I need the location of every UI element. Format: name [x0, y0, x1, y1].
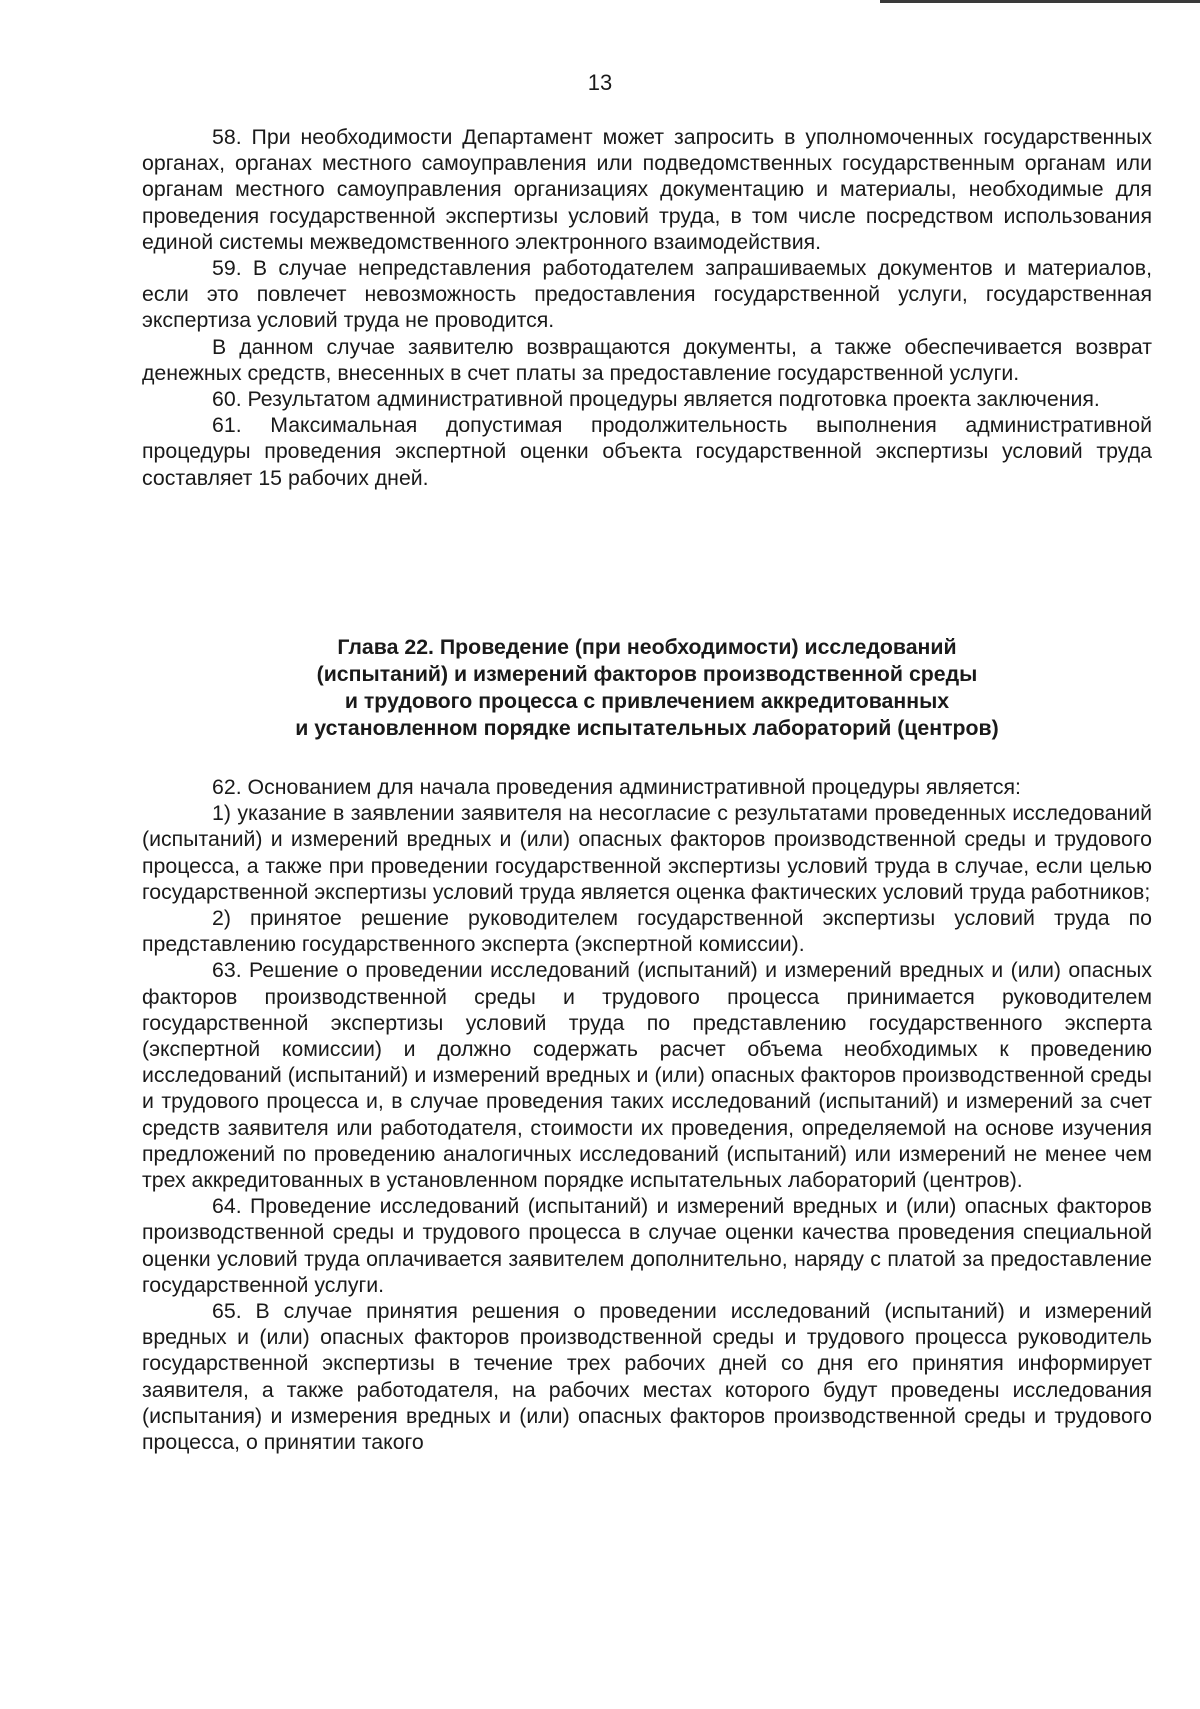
paragraph-62-item-1: 1) указание в заявлении заявителя на несогласие с результатами проведенных исследований (испытаний) и измерений вредных и (или) опасных факторов производственной среды и трудового процесса, а также при проведении государственной экспертизы условий труда в случае, если целью государственной экспертизы условий труда является оценка фактических условий труда работников; [142, 801, 1152, 904]
paragraph-62: 62. Основанием для начала проведения административной процедуры является: [212, 775, 1021, 799]
paragraph-62-item-2: 2) принятое решение руководителем государственной экспертизы условий труда по представлению государственного эксперта (экспертной комиссии). [142, 906, 1152, 957]
text-block-top [142, 124, 1152, 491]
text-block-bottom [142, 774, 1152, 1455]
chapter-heading-line: (испытаний) и измерений факторов производственной среды [316, 662, 978, 686]
paragraph-64: 64. Проведение исследований (испытаний) и измерений вредных и (или) опасных факторов производственной среды и трудового процесса в случае оценки качества проведения специальной оценки условий труда оплачивается заявителем дополнительно, наряду с платой за предоставление государственной услуги. [142, 1194, 1152, 1297]
page-number: 13 [587, 70, 613, 95]
chapter-heading-line: Глава 22. Проведение (при необходимости) исследований [337, 635, 957, 659]
paragraph-60: 60. Результатом административной процедуры является подготовка проекта заключения. [212, 387, 1100, 412]
paragraph-65: 65. В случае принятия решения о проведении исследований (испытаний) и измерений вредных и (или) опасных факторов производственной среды и трудового процесса руководитель государственной экспертизы в течение трех рабочих дней со дня его принятия информирует заявителя, а также работодателя, на рабочих местах которого будут проведены исследования (испытания) и измерения вредных и (или) опасных факторов производственной среды и трудового процесса, о принятии такого [142, 1299, 1152, 1455]
paragraph-59-continuation: В данном случае заявителю возвращаются документы, а также обеспечивается возврат денежных средств, внесенных в счет платы за предоставление государственной услуги. [142, 334, 1152, 385]
chapter-heading [142, 634, 1152, 742]
paragraph-61: 61. Максимальная допустимая продолжительность выполнения административной процедуры проведения экспертной оценки объекта государственной экспертизы условий труда составляет 15 рабочих дней. [142, 413, 1152, 490]
scan-edge-line [880, 0, 1200, 3]
paragraph-59: 59. В случае непредставления работодателем запрашиваемых документов и материалов, если это повлечет невозможность предоставления государственной услуги, государственная экспертиза условий труда не проводится. [142, 256, 1152, 333]
chapter-heading-line: и трудового процесса с привлечением аккредитованных [344, 689, 950, 713]
paragraph-63: 63. Решение о проведении исследований (испытаний) и измерений вредных и (или) опасных факторов производственной среды и трудового процесса принимается руководителем государственной экспертизы условий труда по представлению государственного эксперта (экспертной комиссии) и должно содержать расчет объема необходимых к проведению исследований (испытаний) и измерений вредных и (или) опасных факторов производственной среды и трудового процесса и, в случае проведения таких исследований (испытаний) и измерений за счет средств заявителя или работодателя, стоимости их проведения, определяемой на основе изучения предложений по проведению аналогичных исследований (испытаний) или измерений не менее чем трех аккредитованных в установленном порядке испытательных лабораторий (центров). [142, 958, 1152, 1193]
paragraph-58: 58. При необходимости Департамент может запросить в уполномоченных государственных органах, органах местного самоуправления или подведомственных государственным органам или органам местного самоуправления организациях документацию и материалы, необходимые для проведения государственной экспертизы условий труда, в том числе посредством использования единой системы межведомственного электронного взаимодействия. [142, 125, 1152, 254]
chapter-heading-line: и установленном порядке испытательных лабораторий (центров) [295, 716, 999, 740]
